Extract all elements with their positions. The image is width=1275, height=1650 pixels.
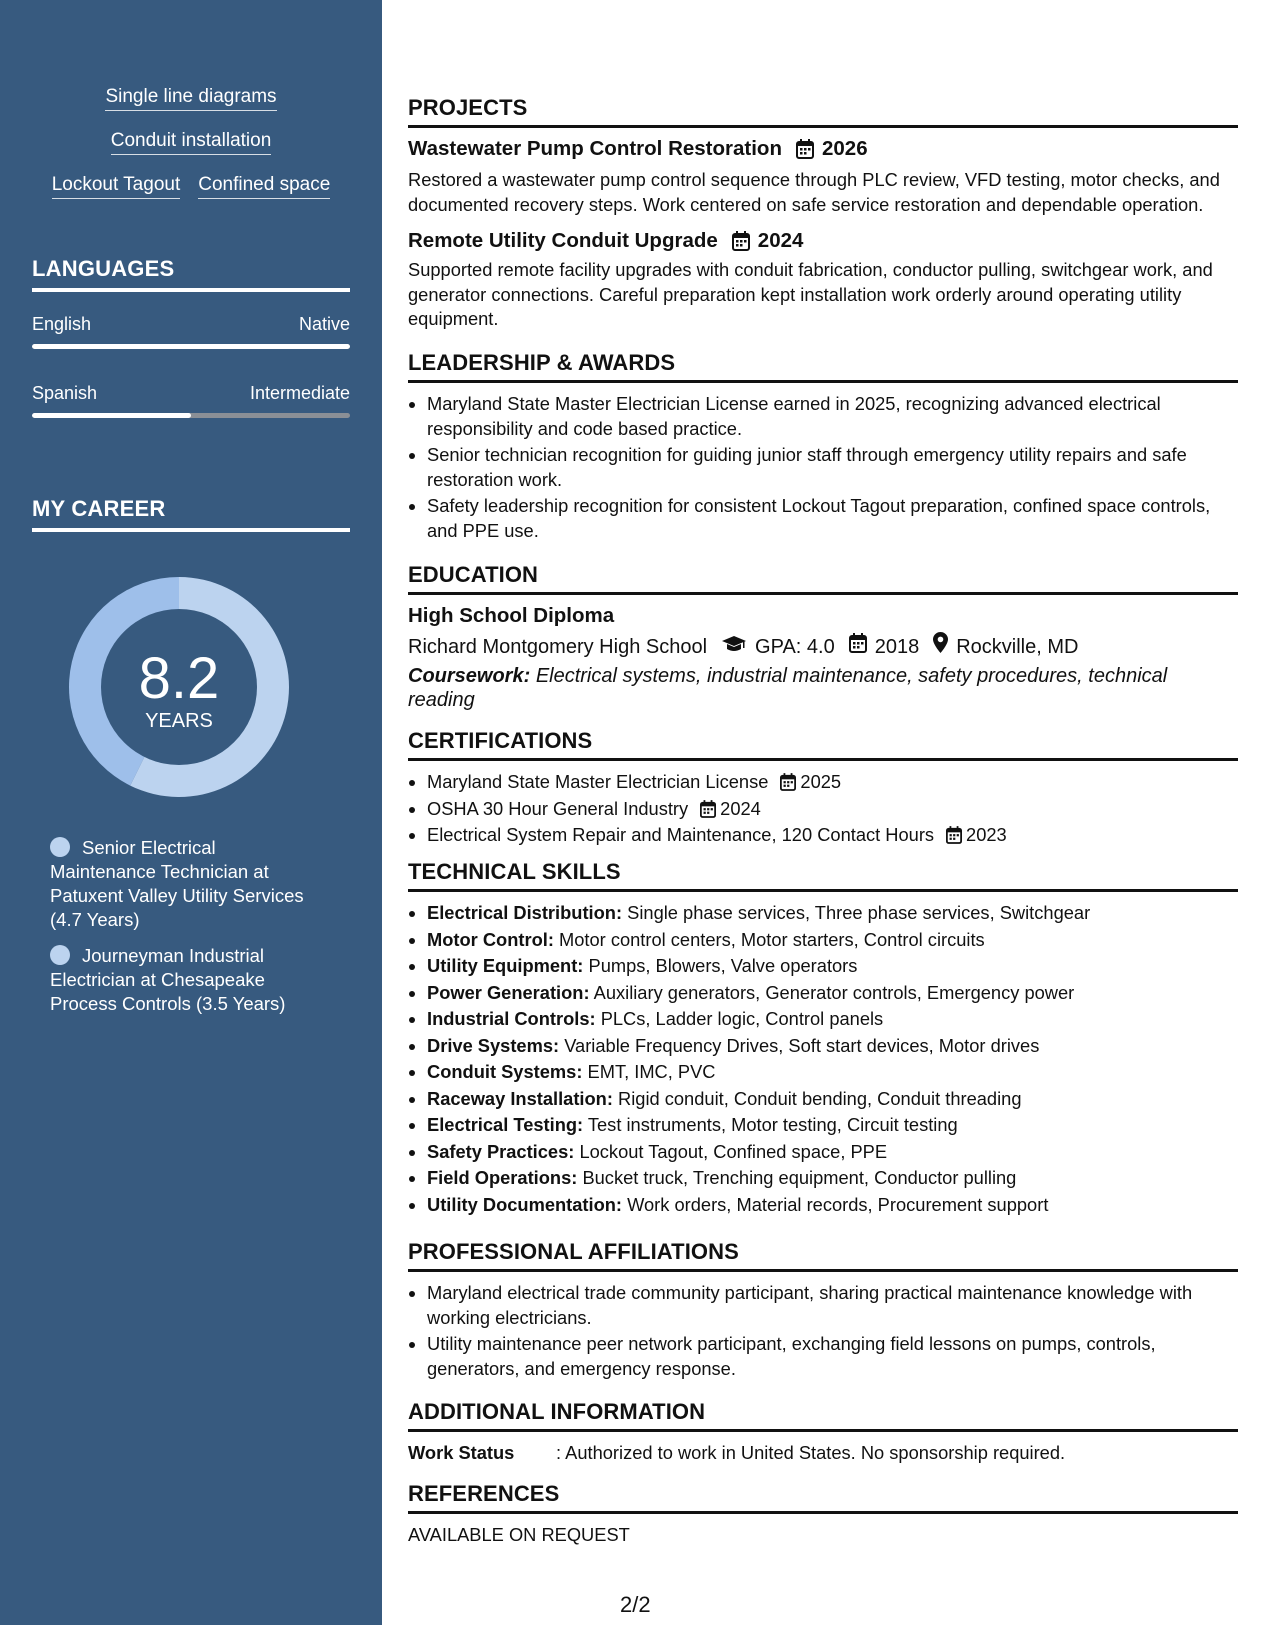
skill-tags [32,86,350,218]
skill-item [427,1034,1238,1059]
calendar-icon [780,773,796,791]
calendar-icon [796,139,814,159]
list-item: • Senior technician recognition for guiding junior staff through emergency utility repairs and safe restoration work. [427,443,1238,492]
skill-value: Lockout Tagout, Confined space, PPE [579,1140,888,1162]
projects-heading: PROJECTS [408,95,1238,128]
skill-label: Electrical Distribution: [427,902,623,923]
calendar-icon [946,826,962,844]
list-item: • Safety leadership recognition for consistent Lockout Tagout preparation, confined space controls, and PPE use. [427,494,1238,543]
skill-value: Motor control centers, Motor starters, Control circuits [559,928,985,950]
skill-label: Industrial Controls: [427,1008,596,1029]
skill-value: PLCs, Ladder logic, Control panels [600,1008,884,1029]
project-title: Remote Utility Conduit Upgrade [408,229,718,252]
list-item: • Utility maintenance peer network participant, exchanging field lessons on pumps, controls, generators, and emergency response. [427,1332,1238,1381]
project-item [408,136,1238,217]
work-status-row [408,1441,1238,1466]
skill-label: Conduit Systems: [427,1061,583,1082]
sidebar [0,0,382,1625]
language-bar [32,413,350,418]
career-role-list [50,836,320,1028]
skill-label: Utility Equipment: [427,955,584,976]
skill-item [427,981,1238,1006]
skill-label: Electrical Testing: [427,1114,584,1135]
career-heading: MY CAREER [32,496,350,532]
legend-dot-icon [50,837,70,857]
career-role [50,944,320,1016]
coursework-label: Coursework: [408,665,531,687]
career-donut-chart [66,574,292,800]
skill-item [427,1087,1238,1112]
skill-value: Pumps, Blowers, Valve operators [588,955,858,976]
page-number: 2/2 [620,1592,651,1617]
gpa: GPA: 4.0 [755,635,835,658]
certification-item [427,823,1238,848]
skill-label: Field Operations: [427,1167,578,1188]
technical-skills-list [408,901,1238,1219]
graduation-cap-icon [721,633,747,661]
certification-name: • OSHA 30 Hour General Industry [427,797,689,819]
skill-value: Auxiliary generators, Generator controls, Emergency power [593,981,1075,1003]
skill-tag: Lockout Tagout [52,174,181,199]
certification-list [408,770,1238,850]
affiliations-list [408,1281,1238,1383]
certification-name: • Maryland State Master Electrician License [427,771,769,792]
education-entry [408,603,1238,712]
skill-item [427,954,1238,979]
skill-value: Single phase services, Three phase services, Switchgear [627,902,1091,923]
project-description: Restored a wastewater pump control sequence through PLC review, VFD testing, motor checks, and documented recovery steps. Work centered on safe service restoration and dependable operation. [408,169,1220,215]
language-bar-fill [32,344,350,349]
skill-value: Variable Frequency Drives, Soft start devices, Motor drives [564,1034,1040,1056]
language-name: Spanish [32,383,98,403]
project-title: Wastewater Pump Control Restoration [408,137,782,160]
skill-tag: Single line diagrams [105,86,276,111]
legend-dot-icon [50,945,70,965]
skill-item [427,1007,1238,1032]
skill-item [427,1140,1238,1165]
degree-title: High School Diploma [408,604,615,627]
languages-heading: LANGUAGES [32,256,350,292]
affiliations-heading: PROFESSIONAL AFFILIATIONS [408,1239,1238,1272]
school-name: Richard Montgomery High School [408,635,708,658]
career-role-text: Journeyman Industrial Electrician at Chesapeake Process Controls (3.5 Years) [50,945,286,1014]
leadership-list [408,392,1238,545]
language-bar-fill [32,413,191,418]
certifications-heading: CERTIFICATIONS [408,728,1238,761]
career-role [50,836,320,932]
skill-value: Rigid conduit, Conduit bending, Conduit threading [618,1087,1022,1109]
skill-item [427,1166,1238,1191]
certification-item [427,797,1238,822]
references-text: AVAILABLE ON REQUEST [408,1524,630,1545]
language-english [32,313,350,349]
project-item [408,228,1238,332]
coursework [408,664,1238,712]
references-heading: REFERENCES [408,1481,1238,1514]
skill-label: Raceway Installation: [427,1087,613,1109]
skill-item [427,1060,1238,1085]
skill-label: Utility Documentation: [427,1193,622,1215]
career-years-label: YEARS [145,710,213,732]
education-heading: EDUCATION [408,562,1238,595]
work-status-label: Work Status [408,1442,515,1463]
skill-label: Drive Systems: [427,1034,560,1056]
project-description: Supported remote facility upgrades with conduit fabrication, conductor pulling, switchgear work, and generator connections. Careful preparation kept installation work orderly around operating utility equipment. [408,259,1213,329]
map-pin-icon [933,632,948,661]
additional-info-heading: ADDITIONAL INFORMATION [408,1399,1238,1432]
skill-label: Power Generation: [427,981,590,1003]
skill-item [427,1113,1238,1138]
language-name: English [32,314,92,334]
career-total-years: 8.2 [138,646,220,711]
skill-tag: Confined space [198,174,330,199]
list-item: • Maryland electrical trade community participant, sharing practical maintenance knowledge with working electricians. [427,1281,1238,1330]
certification-item [427,770,1238,795]
skill-value: Work orders, Material records, Procurement support [627,1193,1049,1215]
technical-skills-heading: TECHNICAL SKILLS [408,859,1238,892]
certification-year: 2025 [800,771,842,792]
language-spanish [32,382,350,418]
skill-value: Bucket truck, Trenching equipment, Conductor pulling [582,1167,1017,1188]
skill-value: EMT, IMC, PVC [587,1061,716,1082]
calendar-icon [732,231,750,251]
leadership-heading: LEADERSHIP & AWARDS [408,350,1238,383]
language-level: Native [298,314,350,334]
career-role-text: Senior Electrical Maintenance Technician at Patuxent Valley Utility Services (4.7 Years) [50,837,304,930]
calendar-icon [700,800,716,818]
certification-year: 2023 [966,824,1007,845]
skill-item [427,1193,1238,1218]
skill-value: Test instruments, Motor testing, Circuit testing [587,1114,958,1135]
school-location: Rockville, MD [956,635,1079,658]
list-item: • Maryland State Master Electrician License earned in 2025, recognizing advanced electrical responsibility and code based practice. [427,392,1238,441]
graduation-year: 2018 [874,635,920,658]
skill-label: Safety Practices: [427,1140,575,1162]
project-year: 2026 [821,137,868,160]
skill-item [427,901,1238,926]
skill-label: Motor Control: [427,928,554,950]
calendar-icon [849,633,867,661]
certification-year: 2024 [720,797,761,819]
language-level: Intermediate [249,383,350,403]
language-bar [32,344,350,349]
coursework-text: Electrical systems, industrial maintenance, safety procedures, technical reading [408,665,1168,711]
skill-item [427,928,1238,953]
work-status-value: : Authorized to work in United States. No sponsorship required. [556,1442,1066,1463]
skill-tag: Conduit installation [111,130,272,155]
project-year: 2024 [757,229,804,252]
certification-name: • Electrical System Repair and Maintenance, 120 Contact Hours [427,824,935,845]
